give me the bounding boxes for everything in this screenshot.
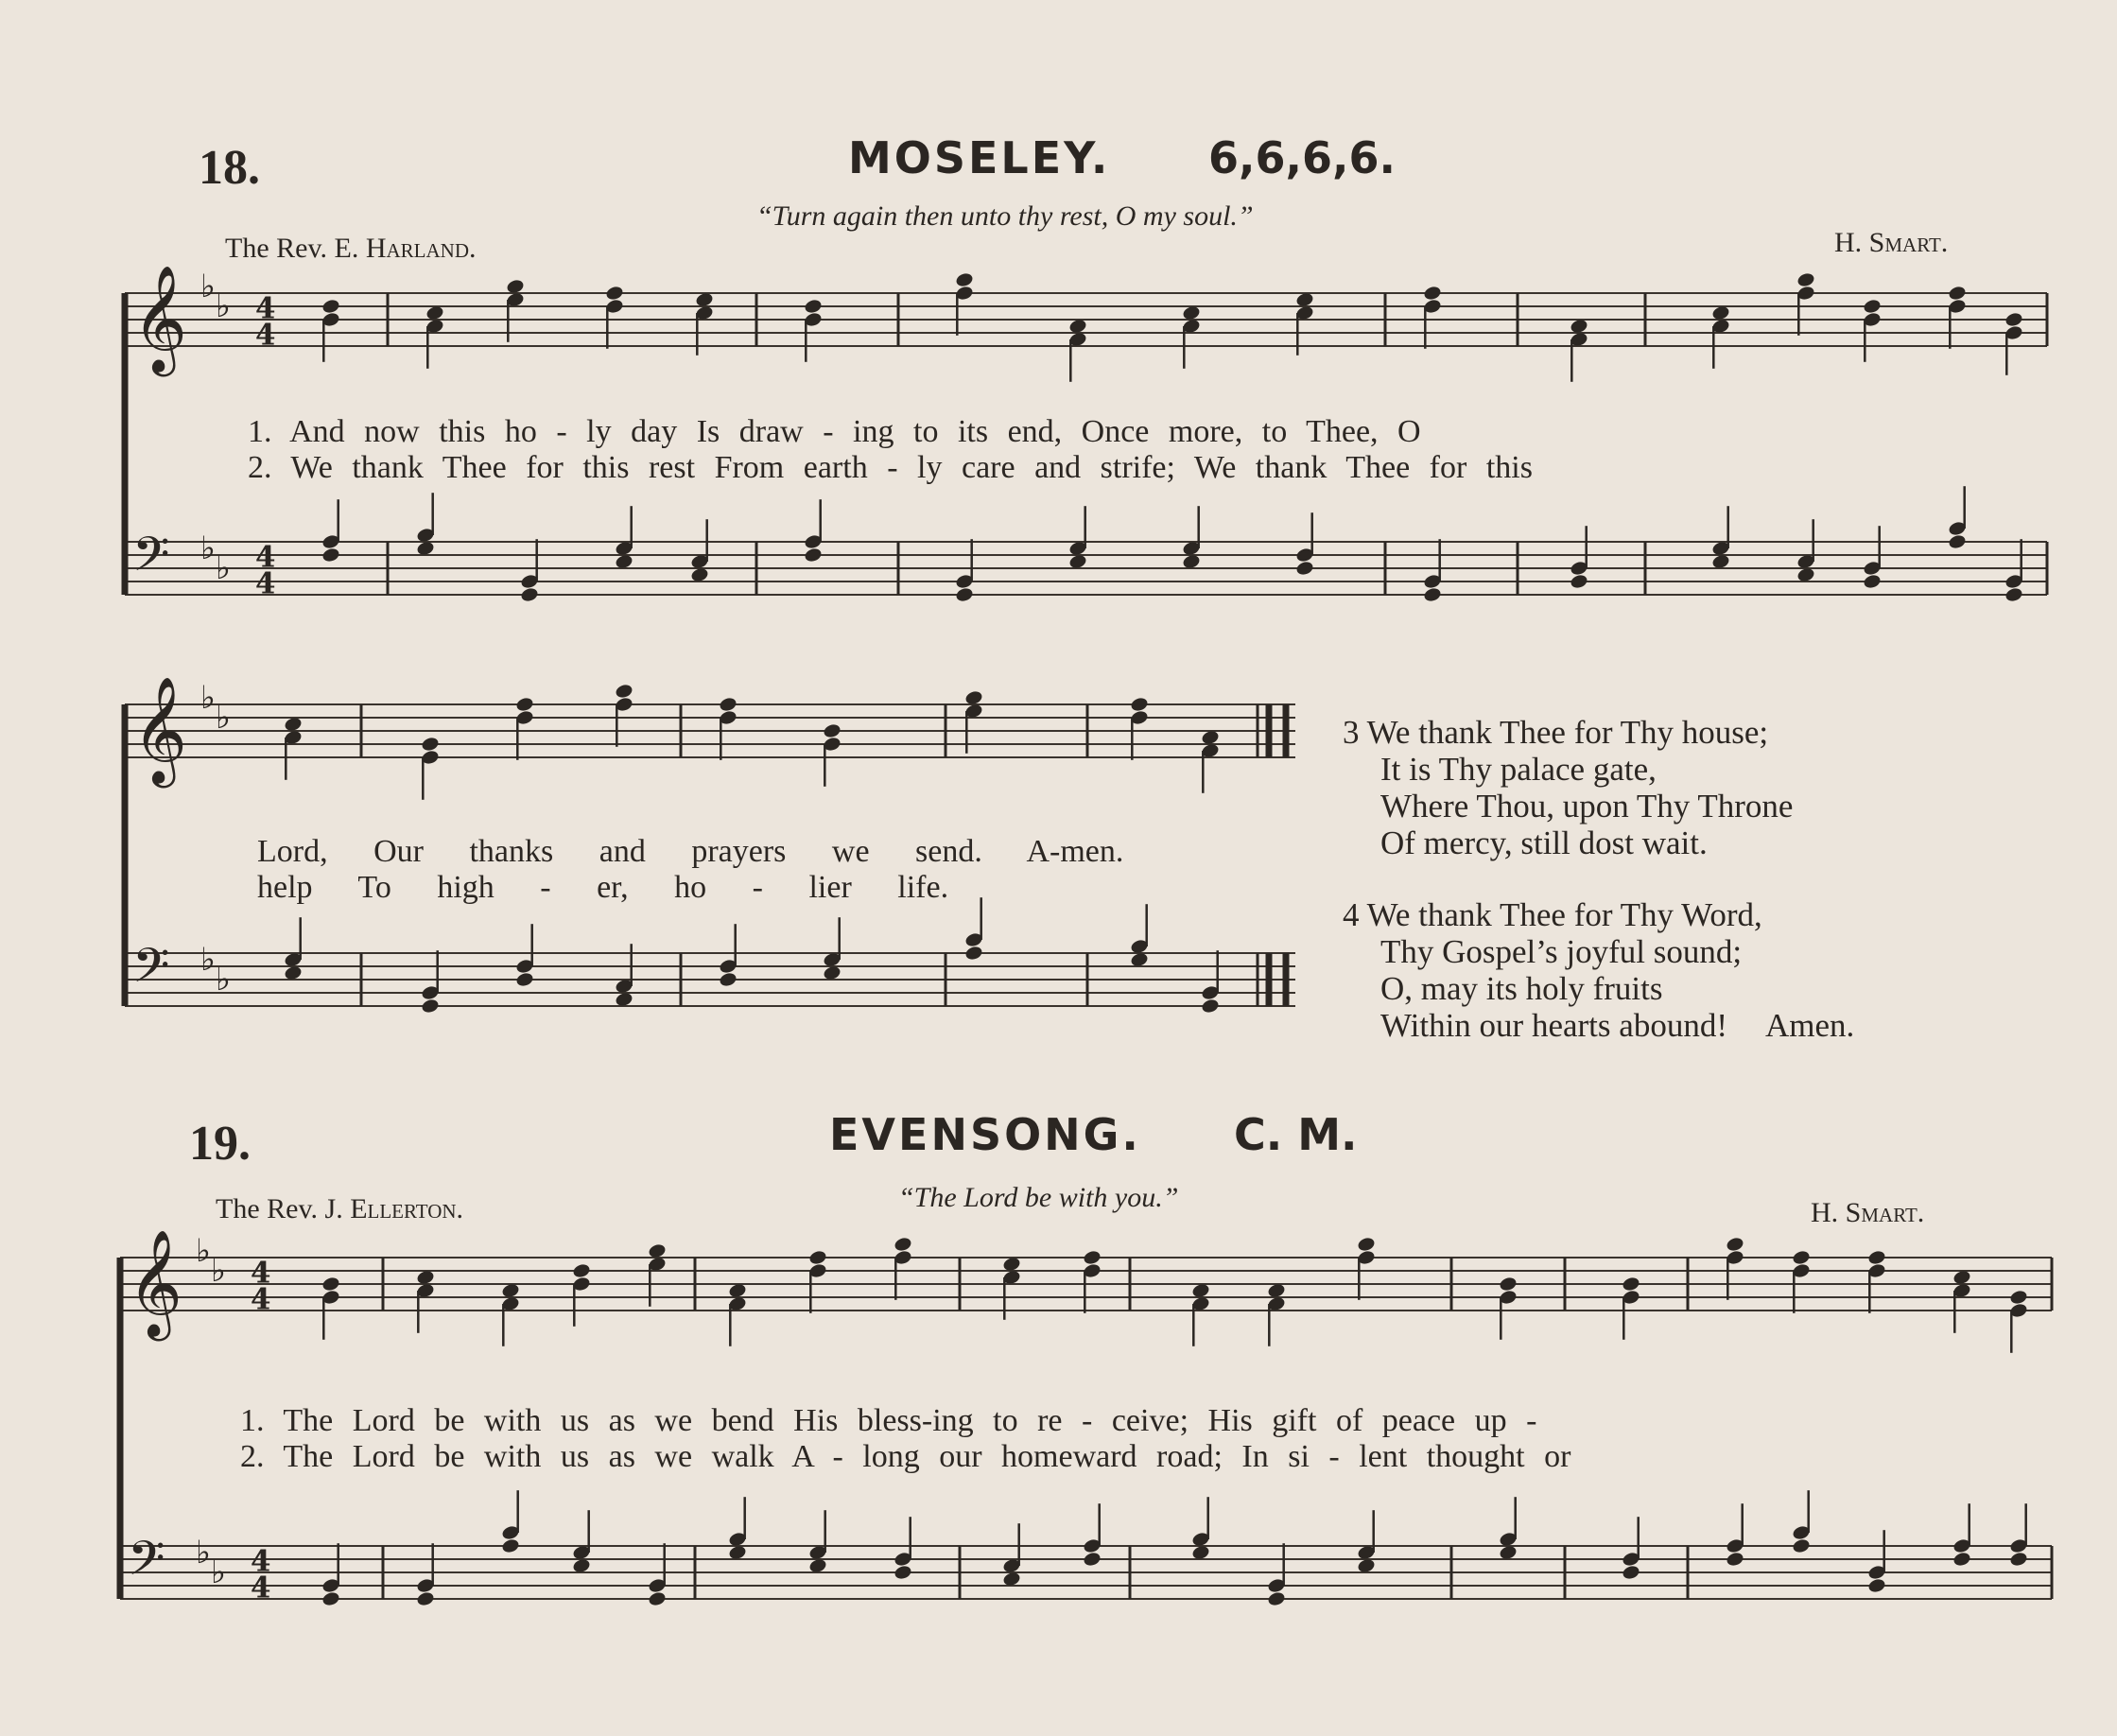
notehead [1792,1537,1812,1554]
notehead [719,971,738,988]
notehead [572,1262,592,1279]
flat-icon: ♭ [211,1252,226,1290]
notehead [520,586,540,603]
lyrics-verse2-line2: help To high - er, ho - lier life. [257,870,949,905]
time-signature-bottom: 4 [251,1282,271,1317]
treble-staff [125,676,1295,800]
bass-clef-icon: 𝄢 [132,526,170,595]
verse-3-line-1: We thank Thee for Thy house; [1366,714,1769,751]
treble-clef-icon: 𝄞 [132,265,187,373]
epigraph: “The Lord be with you.” [898,1182,1179,1213]
notehead [1948,533,1968,550]
verse-4 [1343,896,1854,1044]
notehead [1130,696,1150,713]
composer-name: Smart. [1845,1197,1925,1228]
notehead [2009,1289,2029,1306]
notehead [421,998,441,1015]
notehead [894,1564,913,1581]
notehead [1499,1276,1518,1293]
notehead [1796,271,1816,288]
verse-4-line-3: O, may its holy fruits [1380,970,1663,1007]
composer-prefix: H. [1811,1197,1839,1228]
notehead [1357,1236,1377,1253]
time-signature-top: 4 [255,291,276,326]
notehead [421,736,441,753]
time-signature-top: 4 [255,540,276,575]
treble-clef-icon: 𝄞 [128,1229,182,1338]
flat-icon: ♭ [196,1534,211,1571]
verse-3 [1343,714,1793,861]
notehead [1570,573,1589,590]
bass-clef-icon: 𝄢 [132,937,170,1006]
notehead [1423,285,1443,302]
notehead [808,1249,828,1266]
verse-3-line-4: Of mercy, still dost wait. [1380,825,1708,861]
notehead [955,586,975,603]
notehead [1863,298,1883,315]
notehead [1952,1551,1972,1568]
tune-title: EVENSONG. [829,1109,1141,1160]
author-credit [216,1193,463,1225]
notehead [823,722,842,739]
composer-name: Smart. [1868,227,1949,258]
time-signature-top: 4 [251,1544,271,1579]
notehead [1948,285,1968,302]
notehead [2004,311,2024,328]
hymn-number: 18. [199,141,260,195]
notehead [605,285,625,302]
verse-4-amen: Amen. [1764,1007,1855,1044]
verse-4-line-2: Thy Gospel’s joyful sound; [1380,933,1743,970]
composer-credit [1834,227,1948,259]
notehead [1867,1249,1887,1266]
bass-staff [125,897,1295,1015]
flat-icon: ♭ [200,529,216,567]
notehead [1267,1590,1287,1607]
author-name: Ellerton. [350,1193,464,1224]
flat-icon: ♭ [216,699,231,737]
verse-3-number: 3 [1343,714,1360,751]
author-prefix: The Rev. E. [225,233,359,264]
notehead [501,1537,521,1554]
notehead [1083,1551,1102,1568]
notehead [964,945,984,962]
verse-3-line-2: It is Thy palace gate, [1380,751,1657,788]
tune-meter: C. M. [1234,1109,1358,1160]
notehead [1792,1249,1812,1266]
notehead [894,1236,913,1253]
lyrics-verse1-line1: 1. And now this ho - ly day Is draw - ing to its end, Once more, to Thee, O [248,414,1421,449]
flat-icon: ♭ [200,941,216,979]
notehead [1726,1236,1745,1253]
time-signature-bottom: 4 [255,318,276,353]
notehead [515,696,535,713]
flat-icon: ♭ [211,1554,226,1591]
notehead [416,1590,436,1607]
notehead [515,971,535,988]
hymn-number: 19. [189,1117,251,1171]
verse-4-line-4 [1343,1007,1854,1044]
lyrics-verse1-line2: Lord, Our thanks and prayers we send. A-men. [257,834,1124,869]
notehead [804,298,824,315]
notehead [955,271,975,288]
notehead [1295,560,1315,577]
notehead [2009,1551,2029,1568]
verse-4-line-1: We thank Thee for Thy Word, [1366,896,1762,933]
lyrics-verse2-line1: 2. We thank Thee for this rest From earth - ly care and strife; We thank Thee for this [248,450,1533,485]
time-signature-top: 4 [251,1256,271,1291]
notehead [1867,1577,1887,1594]
notehead [1622,1564,1641,1581]
bass-clef-icon: 𝄢 [128,1530,165,1599]
treble-clef-icon: 𝄞 [132,676,187,785]
author-credit [225,233,477,265]
time-signature-bottom: 4 [251,1571,271,1606]
notehead [1863,573,1883,590]
treble-staff [120,1229,2052,1353]
author-prefix: The Rev. J. [216,1193,343,1224]
notehead [321,1590,341,1607]
flat-icon: ♭ [216,961,231,998]
tune-meter: 6,6,6,6. [1208,132,1396,183]
flat-icon: ♭ [216,549,231,587]
verse-4-line-4-text: Within our hearts abound! [1380,1007,1727,1044]
notehead [804,547,824,564]
verse-4-number: 4 [1343,896,1360,933]
lyrics-verse1-line1: 1. The Lord be with us as we bend His bless-ing to re - ceive; His gift of peace up - [240,1403,1537,1438]
notehead [648,1590,668,1607]
notehead [321,1276,341,1293]
epigraph: “Turn again then unto thy rest, O my soul.” [756,200,1254,232]
notehead [615,683,634,700]
notehead [1726,1551,1745,1568]
notehead [321,298,341,315]
notehead [2004,586,2024,603]
bass-staff [120,1490,2052,1607]
flat-icon: ♭ [196,1232,211,1270]
treble-staff [125,265,2047,382]
composer-credit [1811,1197,1924,1229]
notehead [1083,1249,1102,1266]
notehead [1622,1276,1641,1293]
notehead [1201,998,1221,1015]
notehead [1423,586,1443,603]
flat-icon: ♭ [216,287,231,325]
notehead [719,696,738,713]
flat-icon: ♭ [200,268,216,305]
time-signature-bottom: 4 [255,566,276,601]
bass-staff [125,486,2047,603]
flat-icon: ♭ [200,679,216,717]
author-name: Harland. [365,233,477,264]
verse-3-line-3: Where Thou, upon Thy Throne [1380,788,1794,825]
lyrics-verse2-line1: 2. The Lord be with us as we walk A - long our homeward road; In si - lent thought or [240,1439,1571,1474]
notehead [321,547,341,564]
composer-prefix: H. [1834,227,1863,258]
tune-title: MOSELEY. [848,132,1111,183]
